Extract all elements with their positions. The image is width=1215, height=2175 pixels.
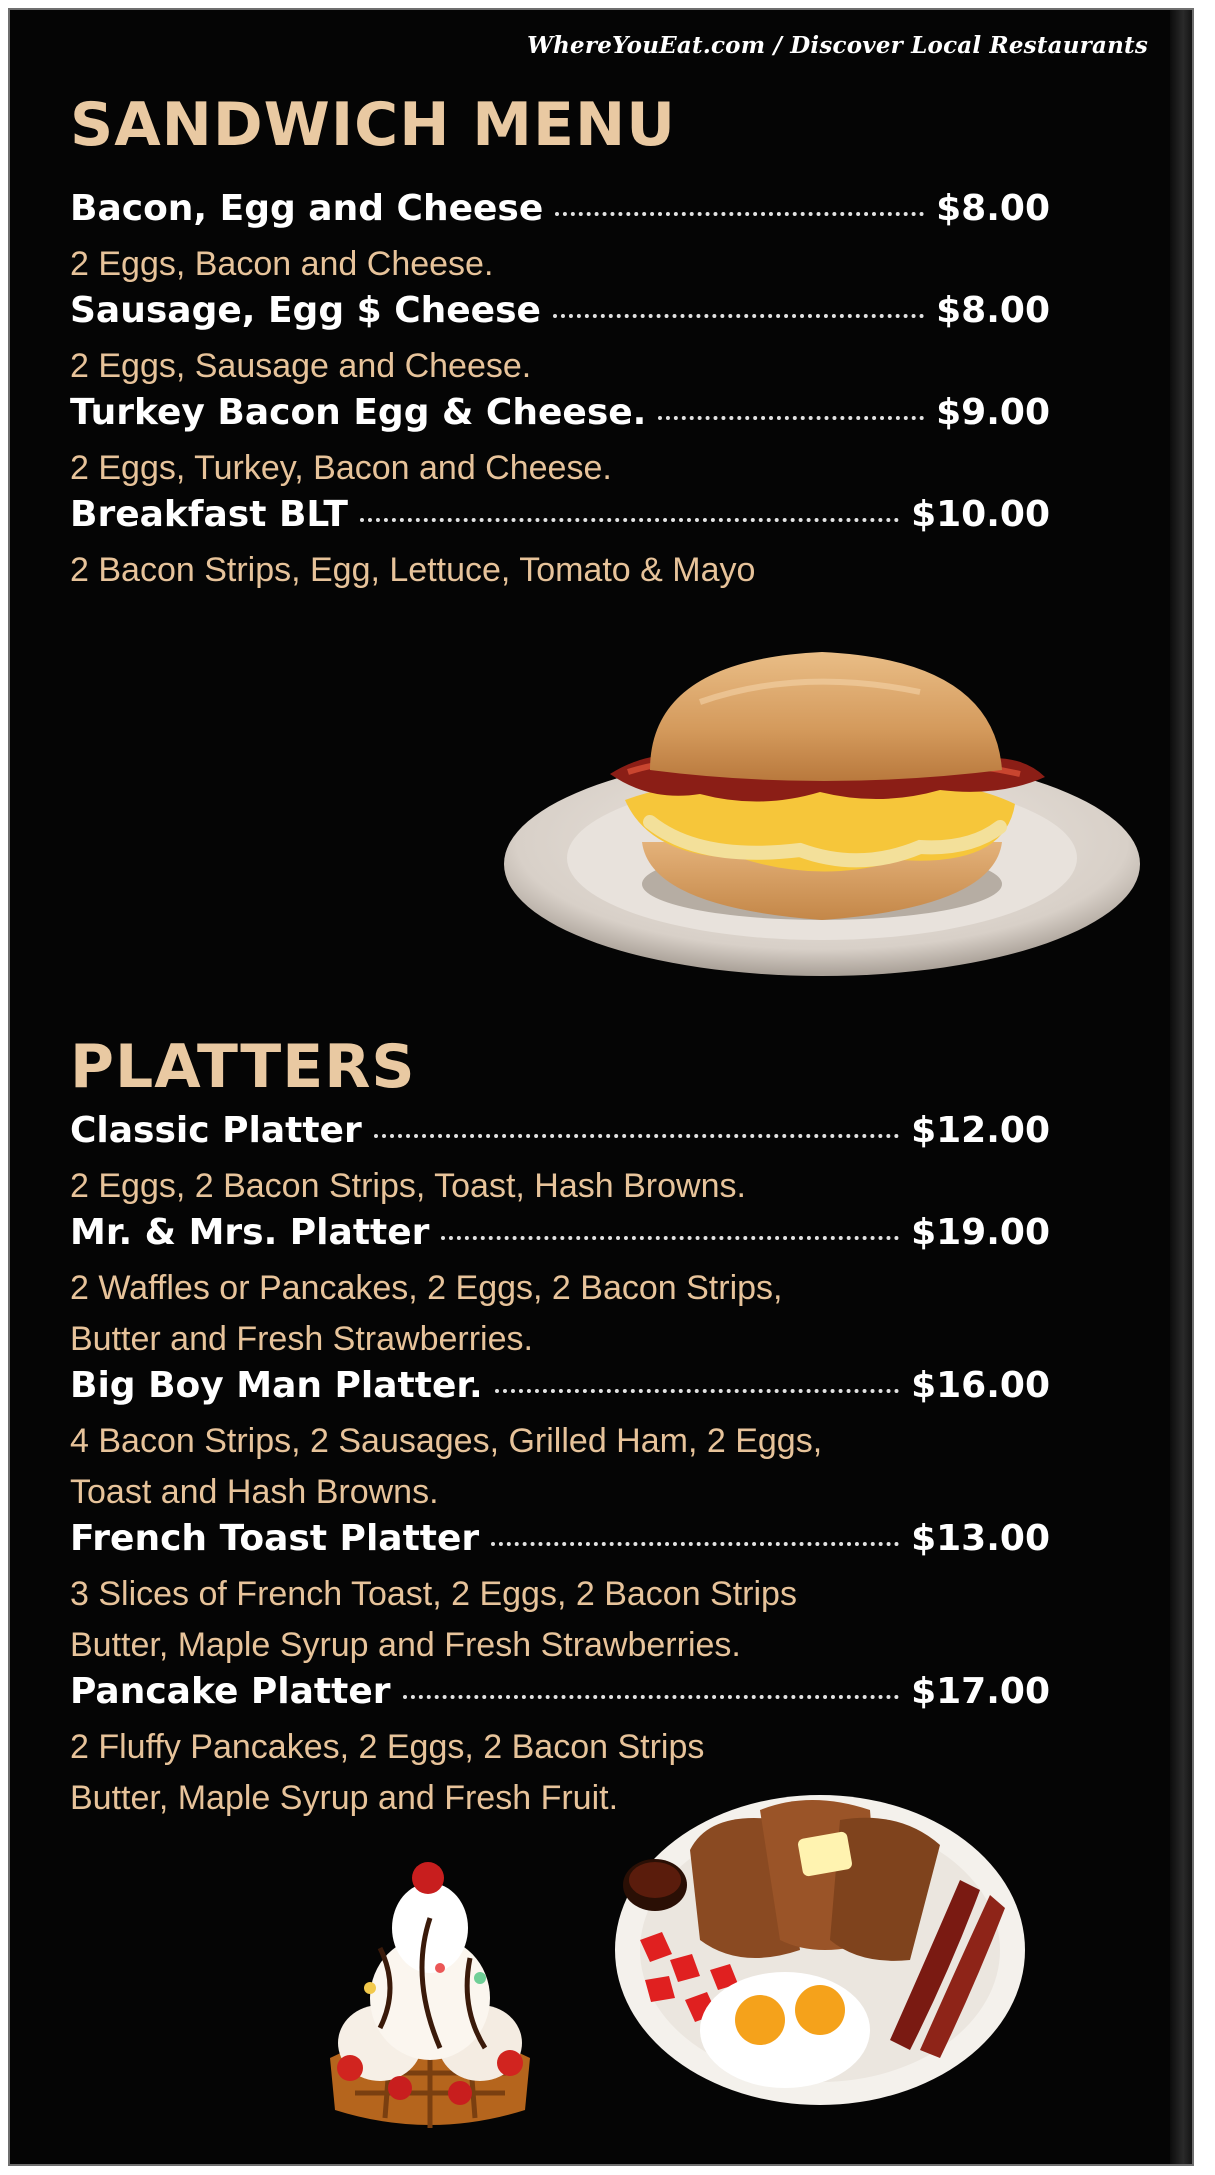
dot-leader bbox=[495, 1388, 899, 1393]
bacon-egg-cheese-sandwich-photo bbox=[500, 622, 1150, 982]
dot-leader bbox=[360, 517, 899, 522]
dot-leader bbox=[553, 313, 924, 318]
item-name: Classic Platter bbox=[70, 1110, 362, 1151]
item-description: 2 Bacon Strips, Egg, Lettuce, Tomato & Mayo bbox=[70, 551, 756, 589]
menu-page bbox=[8, 8, 1194, 2166]
item-name: Bacon, Egg and Cheese bbox=[70, 188, 544, 229]
item-description: 2 Fluffy Pancakes, 2 Eggs, 2 Bacon Strips bbox=[70, 1728, 705, 1766]
item-price: $12.00 bbox=[911, 1110, 1050, 1151]
item-description: 2 Waffles or Pancakes, 2 Eggs, 2 Bacon Strips, bbox=[70, 1269, 783, 1307]
sandwich-item-row bbox=[70, 290, 1050, 341]
platters-item-row bbox=[70, 1110, 1050, 1161]
platters-item-row bbox=[70, 1212, 1050, 1263]
sandwich-menu-title: SANDWICH MENU bbox=[70, 90, 676, 160]
item-name: Sausage, Egg $ Cheese bbox=[70, 290, 541, 331]
item-description: 2 Eggs, Bacon and Cheese. bbox=[70, 245, 494, 283]
item-name: Breakfast BLT bbox=[70, 494, 348, 535]
dot-leader bbox=[403, 1694, 900, 1699]
item-description: 4 Bacon Strips, 2 Sausages, Grilled Ham, 2 Eggs, bbox=[70, 1422, 823, 1460]
sandwich-item-row bbox=[70, 392, 1050, 443]
item-description: Toast and Hash Browns. bbox=[70, 1473, 439, 1511]
item-price: $8.00 bbox=[936, 188, 1050, 229]
page-edge bbox=[1170, 10, 1192, 2164]
item-description: Butter, Maple Syrup and Fresh Strawberries. bbox=[70, 1626, 741, 1664]
item-name: Big Boy Man Platter. bbox=[70, 1365, 483, 1406]
dot-leader bbox=[555, 211, 924, 216]
item-price: $13.00 bbox=[911, 1518, 1050, 1559]
item-description: 2 Eggs, Turkey, Bacon and Cheese. bbox=[70, 449, 612, 487]
item-description: Butter, Maple Syrup and Fresh Fruit. bbox=[70, 1779, 619, 1817]
item-name: Turkey Bacon Egg & Cheese. bbox=[70, 392, 647, 433]
item-description: Butter and Fresh Strawberries. bbox=[70, 1320, 533, 1358]
sandwich-item-row bbox=[70, 494, 1050, 545]
watermark-text: WhereYouEat.com / Discover Local Restaurants bbox=[527, 32, 1148, 59]
waffle-sundae-photo bbox=[310, 1848, 550, 2138]
dot-leader bbox=[658, 415, 924, 420]
item-price: $10.00 bbox=[911, 494, 1050, 535]
dot-leader bbox=[374, 1133, 899, 1138]
item-name: Pancake Platter bbox=[70, 1671, 391, 1712]
item-price: $19.00 bbox=[911, 1212, 1050, 1253]
platter-item-list bbox=[70, 1110, 1050, 1824]
dot-leader bbox=[491, 1541, 899, 1546]
item-description: 2 Eggs, 2 Bacon Strips, Toast, Hash Browns. bbox=[70, 1167, 746, 1205]
platters-item-row bbox=[70, 1365, 1050, 1416]
sandwich-item-list bbox=[70, 188, 1050, 596]
item-price: $9.00 bbox=[936, 392, 1050, 433]
item-name: Mr. & Mrs. Platter bbox=[70, 1212, 430, 1253]
platters-item-row bbox=[70, 1671, 1050, 1722]
item-name: French Toast Platter bbox=[70, 1518, 480, 1559]
platters-item-row bbox=[70, 1518, 1050, 1569]
french-toast-platter-photo bbox=[610, 1790, 1030, 2110]
dot-leader bbox=[441, 1235, 899, 1240]
platters-title: PLATTERS bbox=[70, 1032, 416, 1102]
item-price: $17.00 bbox=[911, 1671, 1050, 1712]
item-description: 2 Eggs, Sausage and Cheese. bbox=[70, 347, 532, 385]
item-price: $16.00 bbox=[911, 1365, 1050, 1406]
item-price: $8.00 bbox=[936, 290, 1050, 331]
item-description: 3 Slices of French Toast, 2 Eggs, 2 Bacon Strips bbox=[70, 1575, 797, 1613]
sandwich-item-row bbox=[70, 188, 1050, 239]
